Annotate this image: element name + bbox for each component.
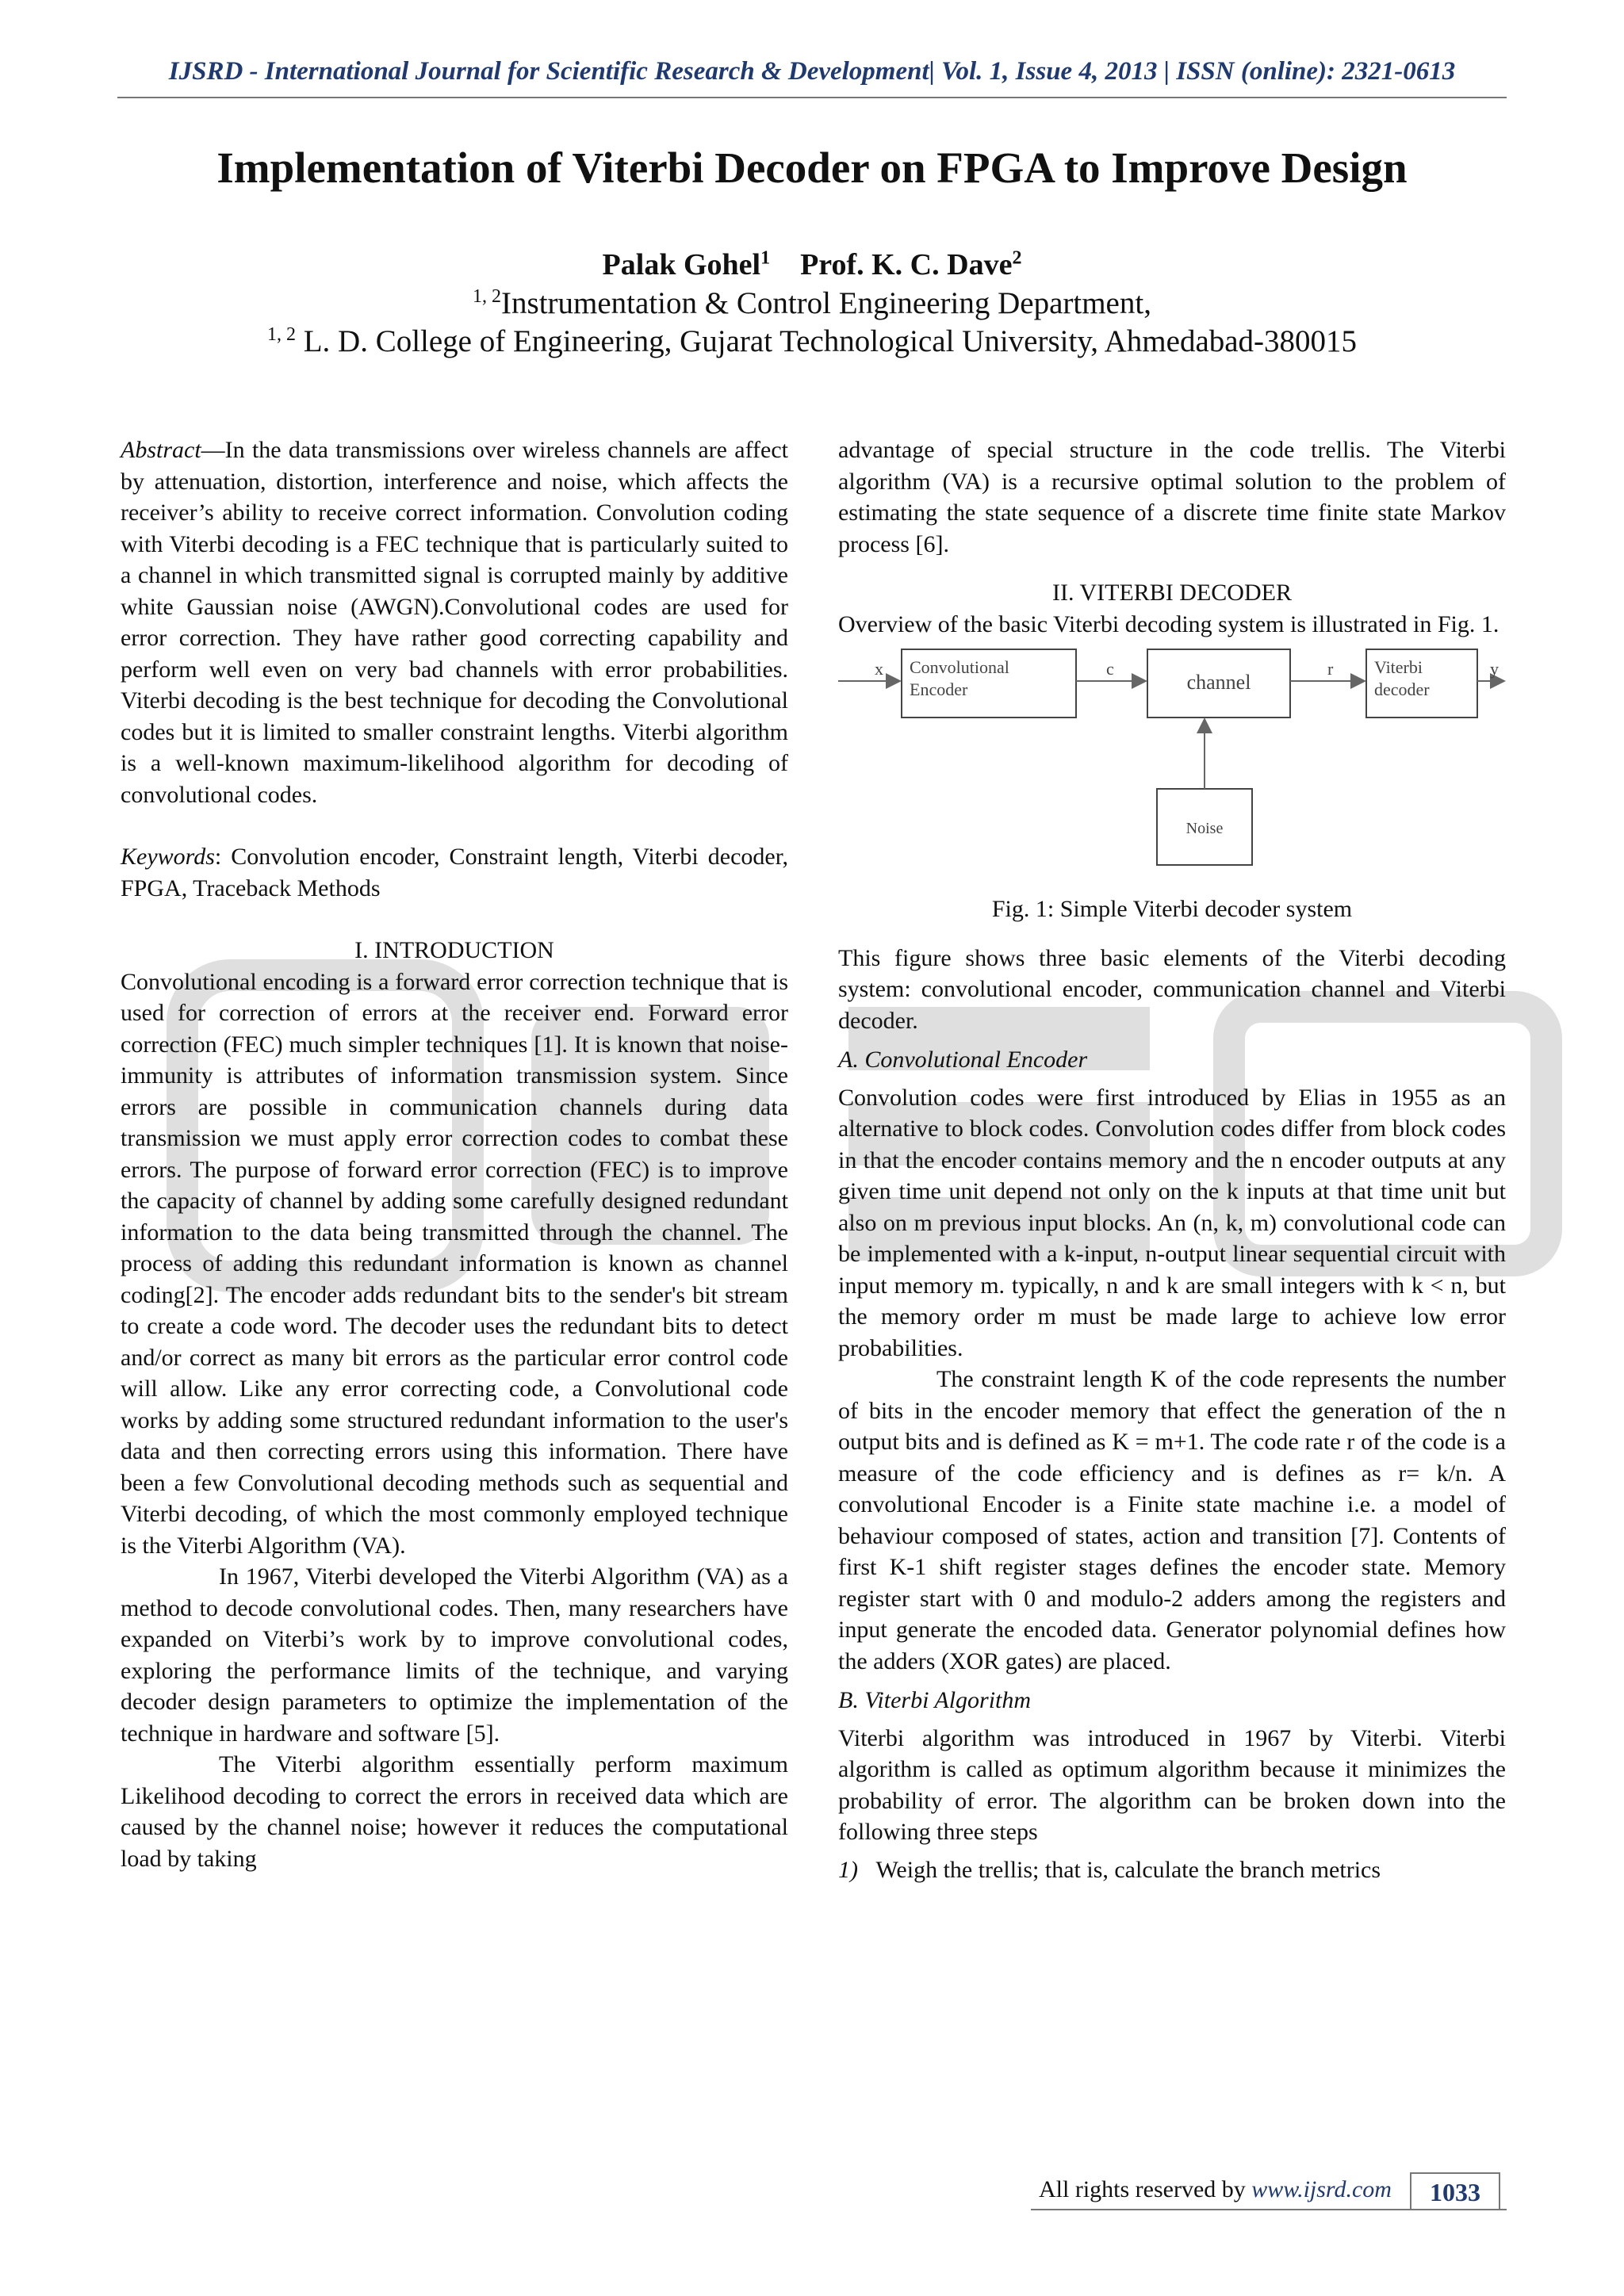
section-heading-viterbi-decoder: II. VITERBI DECODER bbox=[1052, 580, 1292, 606]
figure-caption: Fig. 1: Simple Viterbi decoder system bbox=[991, 896, 1353, 922]
decoder-label-line1: Viterbi bbox=[1374, 657, 1423, 677]
intro-continuation: advantage of special structure in the code trellis. The Viterbi algorithm (VA) is a recursive optimal solution to the problem of estimating the state sequence of a discrete time finite state Markov process [6]. bbox=[838, 437, 1506, 557]
affiliation-text: Instrumentation & Control Engineering Department, bbox=[501, 286, 1151, 320]
authors bbox=[0, 247, 1624, 282]
figure-description: This figure shows three basic elements of the Viterbi decoding system: convolutional encoder, communication channel and Viterbi decoder. bbox=[838, 944, 1506, 1034]
section-heading-introduction: I. INTRODUCTION bbox=[354, 937, 554, 963]
viterbi-overview: Overview of the basic Viterbi decoding system is illustrated in Fig. 1. bbox=[838, 610, 1500, 637]
introduction-paragraph-2: In 1967, Viterbi developed the Viterbi Algorithm (VA) as a method to decode convolutional codes. Then, many researchers have expanded on Viterbi’s work by to improve convolutional codes, exploring the performance limits of the technique, and varying decoder design parameters to optimize the implementation of the technique in hardware and software [5]. bbox=[121, 1563, 788, 1747]
right-column bbox=[838, 434, 1506, 1885]
paper-title: Implementation of Viterbi Decoder on FPGA to Improve Design bbox=[216, 144, 1408, 192]
abstract bbox=[121, 434, 788, 810]
encoder-paragraph-2: The constraint length K of the code represents the number of bits in the encoder memory that effect the generation of the n output bits and is defined as K = m+1. The code rate r of the code is a measure of the code efficiency and is defines as r= k/n. A convolutional Encoder is a Finite state machine i.e. a model of behaviour composed of states, action and transition [7]. Contents of first K-1 shift register stages defines the encoder state. Memory register start with 0 and modulo-2 adders among the registers and input generate the encoded data. Generator polynomial defines how the adders (XOR gates) are placed. bbox=[838, 1366, 1506, 1674]
journal-header: IJSRD - International Journal for Scientific Research & Development| Vol. 1, Issue 4, 2013 | ISSN (online): 2321-0613 bbox=[168, 57, 1456, 86]
affiliation-line-1 bbox=[0, 285, 1624, 321]
footer-rights-text: All rights reserved by bbox=[1039, 2176, 1252, 2202]
author-name: Palak Gohel bbox=[602, 248, 761, 281]
affiliation-line-2 bbox=[0, 323, 1624, 359]
page-number: 1033 bbox=[1410, 2172, 1500, 2210]
abstract-label: Abstract bbox=[121, 437, 201, 463]
affiliation-sup: 1, 2 bbox=[266, 324, 296, 345]
introduction-paragraph-1: Convolutional encoding is a forward error correction technique that is used for correction of errors at the receiver end. Forward error correction (FEC) much simpler techniques [1]. It is known that noise-immunity is attributes of information transmission system. Since errors are possible in communication channels during data transmission we must apply error correction codes to combat these errors. The purpose of forward error correction (FEC) is to improve the capacity of channel by adding some carefully designed redundant information to the data being transmitted through the channel. The process of adding this redundant information is known as channel coding[2]. The encoder adds redundant bits to the sender's bit stream to create a code word. The decoder uses the redundant bits to detect and/or correct as many bit errors as the particular error control code will allow. Like any error correcting code, a Convolutional code works by adding some structured redundant information to the user's data and then correcting errors using this information. There have been a few Convolutional decoding methods such as sequential and Viterbi decoding, of which the most commonly employed technique is the Viterbi Algorithm (VA). bbox=[121, 968, 788, 1559]
encoder-paragraph-1: Convolution codes were first introduced by Elias in 1955 as an alternative to block codes. Convolution codes differ from block codes in that the encoder contains memory and the n encoder outputs at any given time unit depend not only on the k inputs at that time unit but also on m previous input blocks. An (n, k, m) convolutional code can be implemented with a k-input, n-output linear sequential circuit with input memory m. typically, n and k are small integers with k < n, but the memory order m must be made large to achieve low error probabilities. bbox=[838, 1084, 1506, 1361]
keywords-text: : Convolution encoder, Constraint length, Viterbi decoder, FPGA, Traceback Methods bbox=[121, 844, 788, 901]
abstract-text: —In the data transmissions over wireless channels are affect by attenuation, distortion, interference and noise, which affects the receiver’s ability to receive correct information. Convolution coding with Viterbi decoding is a FEC technique that is particularly suited to a channel in which transmitted signal is corrupted mainly by additive white Gaussian noise (AWGN).Convolutional codes are used for error correction. They have rather good correcting capability and perform well even on very bad channels with error probabilities. Viterbi decoding is the best technique for decoding the Convolutional codes but it is limited to smaller constraint lengths. Viterbi algorithm is a well-known maximum-likelihood algorithm for decoding of convolutional codes. bbox=[121, 437, 788, 808]
affiliation-sup: 1, 2 bbox=[473, 286, 502, 307]
channel-label: channel bbox=[1186, 671, 1251, 694]
signal-x-label: x bbox=[875, 659, 883, 679]
subsection-heading-convolutional-encoder: A. Convolutional Encoder bbox=[838, 1047, 1088, 1073]
subsection-heading-viterbi-algorithm: B. Viterbi Algorithm bbox=[838, 1687, 1032, 1713]
signal-r-label: r bbox=[1327, 659, 1334, 679]
step-number: 1) bbox=[838, 1856, 858, 1883]
encoder-label-line1: Convolutional bbox=[910, 657, 1009, 677]
decoder-label-line2: decoder bbox=[1374, 679, 1430, 699]
footer-rights bbox=[1039, 2176, 1392, 2203]
footer-divider bbox=[1031, 2209, 1507, 2210]
author-sup: 2 bbox=[1012, 247, 1022, 269]
noise-label: Noise bbox=[1185, 820, 1224, 837]
author-sup: 1 bbox=[760, 247, 771, 269]
affiliation-text: L. D. College of Engineering, Gujarat Technological University, Ahmedabad-380015 bbox=[303, 324, 1358, 358]
signal-y-label: y bbox=[1490, 659, 1499, 679]
left-column bbox=[121, 434, 788, 1874]
keywords bbox=[121, 841, 788, 904]
algorithm-paragraph-1: Viterbi algorithm was introduced in 1967 by Viterbi. Viterbi algorithm is called as optimum algorithm because it minimizes the probability of error. The algorithm can be broken down into the following three steps bbox=[838, 1724, 1506, 1845]
keywords-label: Keywords bbox=[121, 844, 215, 870]
footer-site-link[interactable]: www.ijsrd.com bbox=[1251, 2176, 1392, 2202]
author-name: Prof. K. C. Dave bbox=[800, 248, 1013, 281]
introduction-paragraph-3: The Viterbi algorithm essentially perform maximum Likelihood decoding to correct the errors in received data which are caused by the channel noise; however it reduces the computational load by taking bbox=[121, 1751, 788, 1872]
encoder-label-line2: Encoder bbox=[910, 679, 968, 699]
step-text: Weigh the trellis; that is, calculate the branch metrics bbox=[875, 1856, 1381, 1883]
figure-1 bbox=[838, 640, 1506, 894]
signal-c-label: c bbox=[1106, 659, 1114, 679]
header-divider bbox=[117, 97, 1507, 98]
block-diagram bbox=[838, 640, 1506, 894]
algorithm-step-1 bbox=[838, 1854, 1506, 1886]
